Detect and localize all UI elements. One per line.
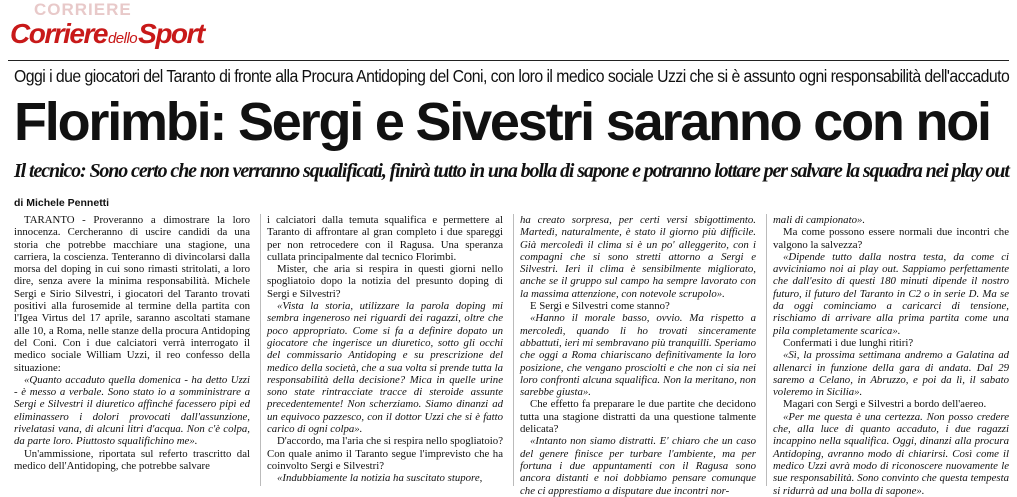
quote-paragraph: «Vista la storia, utilizzare la parola doping mi sembra ingeneroso nei riguardi dei ragazzi, oltre che poco appropriato. Come si fa a definire dopato un giocatore che ingerisce un diuretico, sotto gli occhi del commissario Antidoping e su prescrizione del medico della società, che a sua volta si prende tutta la responsabilità della decisione? Mica in quelle urine sono state rintracciate tracce di steroide assunte precedentemente! Non scherziamo. Siamo dinanzi ad un equivoco pazzesco, con il dottor Uzzi che si è fatto carico di ogni colpa». xyxy=(267,300,503,436)
article-subheadline: Il tecnico: Sono certo che non verranno squalificati, finirà tutto in una bolla di sapone e potranno lottare per salvare la squadra nei play out xyxy=(14,160,1009,182)
article-column xyxy=(14,214,250,486)
article-body xyxy=(14,214,1009,497)
quote-paragraph: «Dipende tutto dalla nostra testa, da come ci avviciniamo noi ai play out. Sappiamo perfettamente che dall'esito di questi 180 minuti dipende il nostro futuro, il futuro del Taranto in C2 o in serie D. Ma se da oggi cominciamo a caricarci di tensione, rischiamo di arrivare alla prima partita come una pila completamente scarica». xyxy=(773,250,1009,337)
body-paragraph: Magari con Sergi e Silvestri a bordo dell'aereo. xyxy=(783,398,987,411)
masthead-word-dello: dello xyxy=(107,30,138,47)
quote-paragraph: ha creato sorpresa, per certi versi sbigottimento. Martedì, naturalmente, è stato il giorno più difficile. Già mercoledì il clima si è un po' alleggerito, con i compagni che si sono stretti attorno a Sergi e Silvestri. Ieri il clima è sensibilmente migliorato, anche se il gruppo sul campo ha sempre lavorato con la massima attenzione, con notevole scrupolo». xyxy=(520,214,756,300)
body-paragraph: TARANTO - Proveranno a dimostrare la loro innocenza. Cercheranno di uscire candidi da una storia che potrebbe macchiare una stagione, una carriera, la coscienza. Tenteranno di divincolarsi dalla morsa del doping in cui sono rimasti stritolati, a loro dire, senza avere la minima responsabilità. Michele Sergi e Sirio Silvestri, i giocatori del Taranto trovati positivi alla furosemide al termine della partita con l'Igea Virtus del 17 aprile, saranno ascoltati stamane alle 10, a Roma, nelle stanze della procura Antidoping del Coni. Con i due calciatori verrà interrogato il medico sociale William Uzzi, il reo confesso della situazione: xyxy=(14,214,250,374)
quote-paragraph: «Quanto accaduto quella domenica - ha detto Uzzi - è messo a verbale. Sono stato io a somministrare a Sergi e Silvestri il diuretico affinché facessero pipì ed eliminassero i dolori provocati dall'assunzione, rivelatasi vana, di alcuni litri d'acqua. Non c'è colpa, da parte loro. Piuttosto squalifichino me». xyxy=(14,373,250,448)
top-divider xyxy=(8,60,1009,61)
article-column xyxy=(766,214,1009,497)
body-paragraph: Mister, che aria si respira in questi giorni nello spogliatoio dopo la notizia del presunto doping di Sergi e Silvestri? xyxy=(267,263,503,300)
quote-paragraph: mali di campionato». xyxy=(773,214,866,226)
article-kicker: Oggi i due giocatori del Taranto di fronte alla Procura Antidoping del Coni, con loro il medico sociale Uzzi che si è assunto ogni responsabilità dell'accaduto xyxy=(14,66,1010,86)
article-headline: Florimbi: Sergi e Sivestri saranno con noi xyxy=(14,92,990,152)
quote-paragraph: «Per me questa è una certezza. Non posso credere che, alla luce di quanto accaduto, i due ragazzi incappino nella squalifica. Oggi, dinanzi alla procura Antidoping, avranno modo di chiarirsi. Così come il medico Uzzi avrà modo di riconoscere nuovamente le sue responsabilità. Sono convinto che questa tempesta si ridurrà ad una bolla di sapone». xyxy=(773,410,1009,497)
body-paragraph: Un'ammissione, riportata sul referto trascritto dal medico dell'Antidoping, che potrebbe salvare xyxy=(14,447,250,472)
body-paragraph: E Sergi e Silvestri come stanno? xyxy=(530,300,670,313)
article-column xyxy=(260,214,503,486)
quote-paragraph: «Indubbiamente la notizia ha suscitato stupore, xyxy=(277,472,483,485)
article-byline: di Michele Pennetti xyxy=(14,197,110,209)
quote-paragraph: «Sì, la prossima settimana andremo a Galatina ad allenarci in funzione della gara di andata. Dal 29 saremo a Celano, in Abruzzo, e poi da lì, il sabato voleremo in Sicilia». xyxy=(773,349,1009,399)
masthead-word-corriere: Corriere xyxy=(10,18,107,49)
body-paragraph: Ma come possono essere normali due incontri che valgono la salvezza? xyxy=(773,226,1009,251)
article-column xyxy=(513,214,756,497)
masthead-logo xyxy=(10,0,204,50)
body-paragraph: Confermati i due lunghi ritiri? xyxy=(783,336,914,349)
body-paragraph: Che effetto fa preparare le due partite che decidono tutta una stagione distratti da una questione talmente delicata? xyxy=(520,398,756,436)
quote-paragraph: «Hanno il morale basso, ovvio. Ma rispetto a mercoledì, quando li ho trovati sinceramente abbattuti, ieri mi sembravano più tranquilli. Speriamo che oggi a Roma chiariscano definitivamente la loro posizione, che vengano prosciolti e che non ci sia nei loro confronti alcuna squalifica. Non la meritano, non sarebbe giusta». xyxy=(520,312,756,399)
body-paragraph: D'accordo, ma l'aria che si respira nello spogliatoio? Con quale animo il Taranto segue l'imprevisto che ha coinvolto Sergi e Silvestri? xyxy=(267,435,503,472)
body-paragraph: i calciatori dalla temuta squalifica e permettere al Taranto di affrontare al gran completo i due spareggi per non retrocedere con il Ragusa. Una speranza cullata principalmente dal tecnico Florimbi. xyxy=(267,214,503,263)
quote-paragraph: «Intanto non siamo distratti. E' chiaro che un caso del genere finisce per turbare l'ambiente, ma per fortuna i due appuntamenti con il Ragusa sono ancora distanti e noi dobbiamo pensare comunque che ci apprestiamo a disputare due incontri nor- xyxy=(520,435,756,497)
masthead-ghost-text: CORRIERE xyxy=(34,0,132,19)
masthead-word-sport: Sport xyxy=(138,18,204,49)
